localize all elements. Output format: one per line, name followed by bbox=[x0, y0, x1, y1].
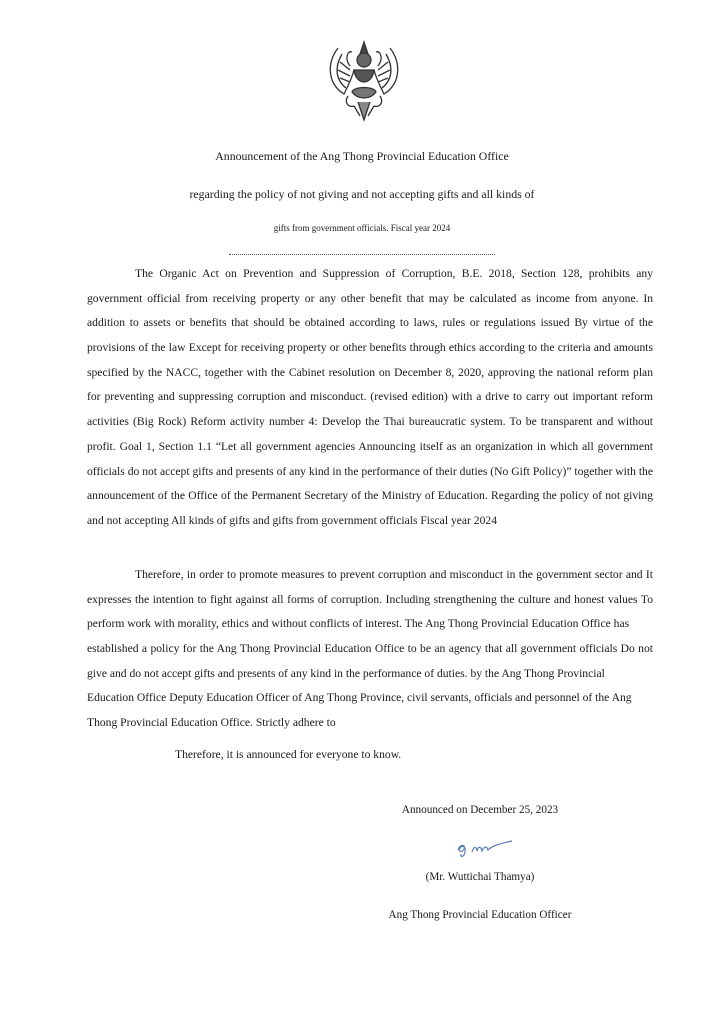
paragraph-line: government official from receiving property or any other benefit that may be calculated as income from anyone. In bbox=[87, 291, 653, 305]
paragraph-1 bbox=[87, 267, 653, 539]
signatory-title: Ang Thong Provincial Education Officer bbox=[388, 909, 572, 921]
paragraph-line: activities (Big Rock) Reform activity number 4: Develop the Thai bureaucratic system. To be transparent and without bbox=[87, 415, 653, 429]
paragraph-line: expresses the intention to fight against all forms of corruption. Including strengthening the culture and honest values To bbox=[87, 592, 653, 606]
paragraph-line: and not accepting All kinds of gifts and gifts from government officials Fiscal year 2024 bbox=[87, 513, 497, 527]
paragraph-line: for preventing and suppressing corruption and misconduct. (revised edition) with a drive to carry out important reform bbox=[87, 390, 653, 404]
dotted-divider bbox=[229, 254, 495, 255]
paragraph-line: provisions of the law Except for receiving property or other benefits through ethics according to the criteria and amounts bbox=[87, 341, 653, 355]
paragraph-line: established a policy for the Ang Thong Provincial Education Office to be an agency that all government officials Do not bbox=[87, 642, 653, 656]
announced-date: Announced on December 25, 2023 bbox=[401, 804, 559, 816]
paragraph-line: specified by the NACC, together with the Cabinet resolution on December 8, 2020, approving the national reform plan bbox=[87, 365, 653, 379]
paragraph-line: profit. Goal 1, Section 1.1 “Let all government agencies Announcing itself as an organization in which all government bbox=[87, 439, 653, 453]
announcement-subtitle-line2: gifts from government officials. Fiscal year 2024 bbox=[273, 223, 451, 233]
paragraph-line: addition to assets or benefits that should be obtained according to laws, rules or regulations issued By virtue of the bbox=[87, 316, 653, 330]
closing-statement: Therefore, it is announced for everyone to know. bbox=[175, 748, 402, 761]
paragraph-2 bbox=[87, 568, 653, 741]
announcement-subtitle: regarding the policy of not giving and not accepting gifts and all kinds of bbox=[189, 187, 535, 201]
paragraph-line: announcement of the Office of the Permanent Secretary of the Ministry of Education. Regarding the policy of not giving bbox=[87, 489, 653, 503]
garuda-emblem-icon bbox=[318, 36, 410, 128]
handwritten-signature bbox=[454, 836, 516, 860]
paragraph-line: officials do not accept gifts and presents of any kind in the performance of their duties (No Gift Policy)” together with the bbox=[87, 464, 653, 478]
paragraph-line: The Organic Act on Prevention and Suppression of Corruption, B.E. 2018, Section 128, prohibits any bbox=[135, 267, 653, 280]
paragraph-line: give and do not accept gifts and presents of any kind in the performance of duties. by the Ang Thong Provincial bbox=[87, 666, 605, 680]
announcement-title: Announcement of the Ang Thong Provincial Education Office bbox=[215, 149, 509, 163]
paragraph-line: Therefore, in order to promote measures to prevent corruption and misconduct in the government sector and It bbox=[135, 568, 653, 581]
paragraph-line: perform work with morality, ethics and without conflicts of interest. The Ang Thong Provincial Education Office has bbox=[87, 617, 630, 631]
paragraph-line: Education Office Deputy Education Officer of Ang Thong Province, civil servants, officials and personnel of the Ang bbox=[87, 691, 632, 705]
signatory-name: (Mr. Wuttichai Thamya) bbox=[425, 871, 535, 883]
paragraph-line: Thong Provincial Education Office. Strictly adhere to bbox=[87, 716, 336, 730]
